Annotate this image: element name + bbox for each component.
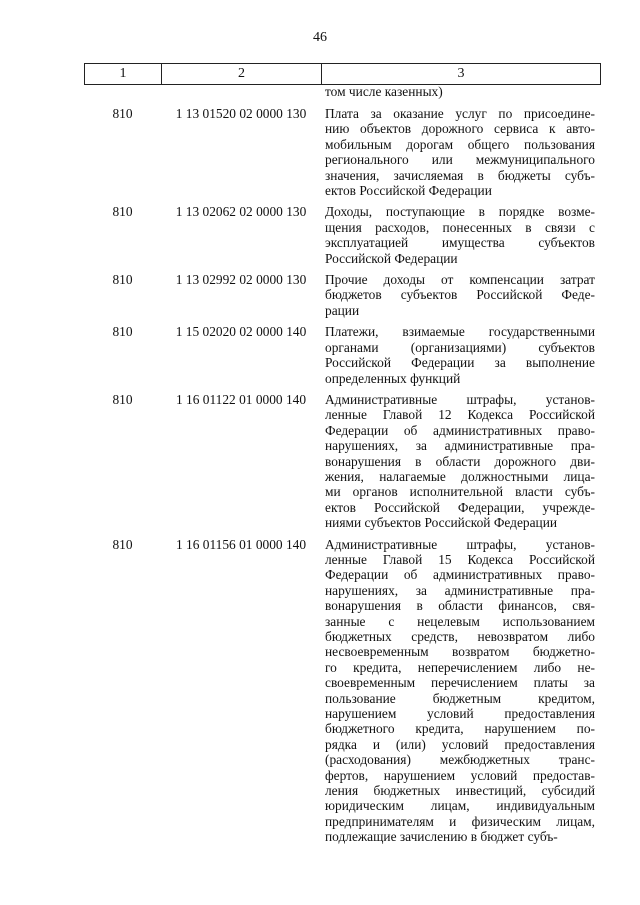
budget-classification-code: 1 16 01156 01 0000 140 — [175, 536, 307, 552]
column-header-1: 1 — [85, 64, 162, 85]
income-description — [325, 324, 595, 386]
description-line: нарушениях, за административные пра- — [325, 438, 595, 454]
description-line: Платежи, взимаемые государственными — [325, 324, 595, 340]
admin-code: 810 — [112, 536, 133, 552]
income-description — [325, 106, 595, 198]
column-header-row — [85, 64, 601, 85]
admin-code: 810 — [112, 324, 133, 340]
description-line: бюджетного кредита, нарушением по- — [325, 721, 595, 737]
description-line: своевременным перечислением платы за — [325, 675, 595, 691]
budget-classification-code: 1 13 02992 02 0000 130 — [175, 272, 307, 288]
description-line: пользование бюджетным кредитом, — [325, 690, 595, 706]
description-line: органами (организациями) субъектов — [325, 339, 595, 355]
table-row — [84, 537, 600, 845]
admin-code: 810 — [112, 204, 133, 220]
continued-text: том числе казенных) — [325, 84, 443, 99]
description-line: ниями субъектов Российской Федерации — [325, 515, 558, 531]
description-line: го кредита, неперечислением либо не- — [325, 659, 595, 675]
description-line: Прочие доходы от компенсации затрат — [325, 272, 595, 288]
description-line: рации — [325, 302, 360, 318]
description-line: нию объектов дорожного сервиса к авто- — [325, 121, 595, 137]
description-line: ми органов исполнительной власти субъ- — [325, 484, 595, 500]
income-description — [325, 537, 595, 845]
description-line: предпринимателям и физическим лицам, — [325, 813, 595, 829]
budget-classification-code: 1 15 02020 02 0000 140 — [175, 324, 307, 340]
description-line: нарушениях, за административные пра- — [325, 582, 595, 598]
income-description — [325, 392, 595, 531]
description-line: подлежащие зачислению в бюджет субъ- — [325, 829, 558, 845]
description-line: бюджетных средств, невозвратом либо — [325, 629, 595, 644]
rows-container — [84, 106, 600, 845]
description-line: бюджетов субъектов Российской Феде- — [325, 287, 595, 303]
income-codes-list — [84, 84, 600, 845]
description-line: определенных функций — [325, 370, 461, 386]
column-header-3: 3 — [322, 64, 601, 85]
description-line: ленные Главой 12 Кодекса Российской — [325, 407, 595, 423]
budget-classification-code: 1 16 01122 01 0000 140 — [175, 391, 307, 407]
description-line: ленные Главой 15 Кодекса Российской — [325, 551, 595, 567]
description-line: ектов Российской Федерации, учрежде- — [325, 499, 595, 515]
description-line: значения, зачисляемая в бюджеты субъ- — [325, 167, 595, 183]
table-row — [84, 204, 600, 266]
description-line: (расходования) межбюджетных транс- — [325, 752, 595, 768]
income-description — [325, 272, 595, 318]
description-line: Российской Федерации за выполнение — [325, 355, 595, 371]
page-number: 46 — [313, 30, 327, 45]
column-header-table — [84, 63, 601, 85]
description-line: Федерации об административных право- — [325, 422, 595, 438]
description-line: юридическим лицам, индивидуальным — [325, 798, 595, 814]
table-row — [84, 324, 600, 386]
description-line: нарушением условий предоставления — [325, 706, 595, 722]
admin-code: 810 — [112, 106, 133, 121]
description-line: Российской Федерации — [325, 250, 458, 266]
description-line: Федерации об административных право- — [325, 567, 595, 583]
description-line: эксплуатацией имущества субъектов — [325, 235, 595, 251]
budget-classification-code: 1 13 01520 02 0000 130 — [175, 106, 307, 121]
table-row — [84, 106, 600, 198]
description-line: мобильным дорогам общего пользования — [325, 136, 595, 152]
description-line: ления бюджетных инвестиций, субсидий — [325, 783, 595, 799]
description-line: вонарушения в области дорожного дви- — [325, 453, 595, 469]
description-line: Административные штрафы, установ- — [325, 391, 595, 407]
description-line: несвоевременным возвратом бюджетно- — [325, 644, 595, 660]
description-line: фертов, нарушением условий предостав- — [325, 767, 595, 783]
description-line: занные с нецелевым использованием — [325, 613, 595, 629]
admin-code: 810 — [112, 272, 133, 288]
table-row — [84, 392, 600, 531]
description-line: ектов Российской Федерации — [325, 183, 492, 199]
budget-classification-code: 1 13 02062 02 0000 130 — [175, 204, 307, 220]
description-line: жения, налагаемые должностными лица- — [325, 468, 595, 484]
column-header-2: 2 — [162, 64, 322, 85]
description-line: вонарушения в области финансов, свя- — [325, 598, 595, 614]
admin-code: 810 — [112, 391, 133, 407]
description-line: Доходы, поступающие в порядке возме- — [325, 204, 595, 220]
table-row — [84, 272, 600, 318]
income-description — [325, 204, 595, 266]
description-line: рядка и (или) условий предоставления — [325, 736, 595, 752]
description-line: Плата за оказание услуг по присоедине- — [325, 106, 595, 121]
description-line: Административные штрафы, установ- — [325, 536, 595, 552]
description-line: регионального или межмуниципального — [325, 152, 595, 168]
description-line: щения расходов, понесенных в связи с — [325, 219, 595, 235]
